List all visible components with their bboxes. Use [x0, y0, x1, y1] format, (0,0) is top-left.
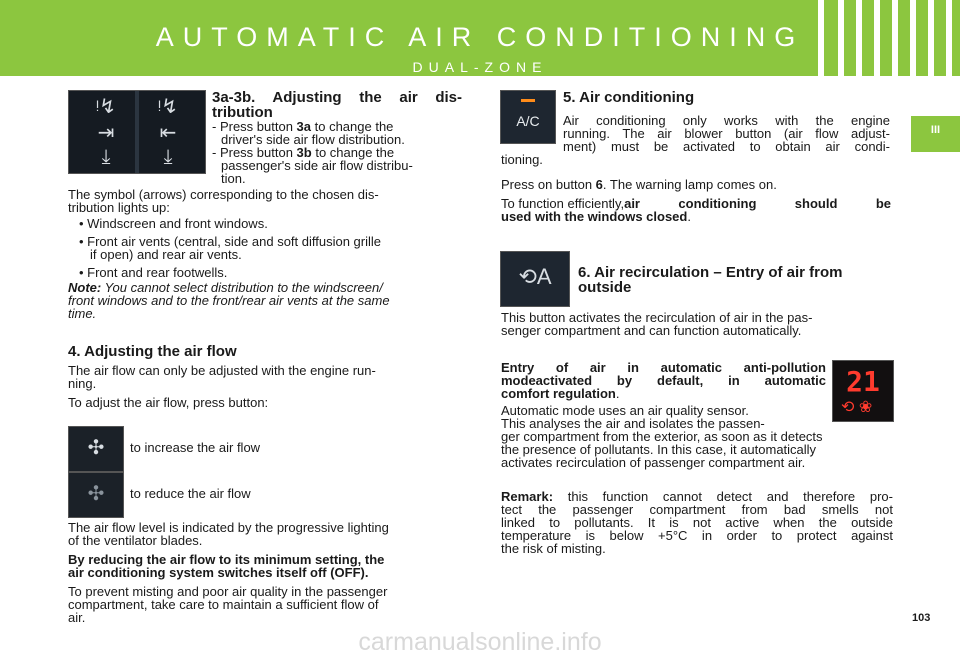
ac-button[interactable]: [500, 90, 556, 144]
section-5-heading: 5. Air conditioning: [563, 89, 695, 106]
vent-icon: ⇥: [97, 122, 115, 144]
recirculation-button[interactable]: [500, 251, 570, 307]
section-6-sensor: Automatic mode uses an air quality sensor. This analyses the air and isolates the passen- ger compartment from the exterior, as soon as it detects the presence of pollutants. In this case, it automatically activates recirculation of passenger compartment air.: [501, 403, 823, 470]
reduce-label: to reduce the air flow: [130, 486, 251, 501]
recirculation-indicator-icon: ⟲ ❀: [841, 399, 873, 416]
page-title: AUTOMATIC AIR CONDITIONING: [155, 22, 805, 52]
page-header: [0, 0, 960, 76]
section-5-text-end: tioning.: [501, 152, 543, 167]
footer-watermark[interactable]: carmanualsonline.info: [358, 628, 602, 656]
section-5-instructions: Press on button 6. The warning lamp comes on. To function efficiently, air conditioning should be used with the windows closed.: [501, 177, 891, 224]
section-3-heading: 3a-3b. Adjusting the air dis- tribution: [212, 89, 462, 121]
section-4-intro: The air flow can only be adjusted with the engine run- ning. To adjust the air flow, press button:: [68, 363, 376, 410]
warning-lamp: [521, 99, 535, 102]
fan-icon: ✣: [87, 483, 105, 505]
section-6-heading: 6. Air recirculation – Entry of air from outside: [578, 264, 843, 296]
footwell-icon: ⤓: [101, 146, 111, 168]
section-3-bullets: - Press button 3a to change the driver's side air flow distribution. - Press button 3b to change the passenger's side air flow distribu- tion.: [212, 119, 413, 186]
page-subtitle: DUAL-ZONE: [412, 59, 548, 75]
vent-icon: ⇤: [159, 122, 177, 144]
windscreen-icon: ᵎ↯: [158, 96, 178, 118]
distribution-description: The symbol (arrows) corresponding to the chosen dis- tribution lights up: • Windscreen and front windows. • Front air vents (central, side and soft diffusion grille if open) and rear air vents. • Front and rear footwells. Note: You cannot select distribution to the windscreen/ front windows and to the front/rear air vents at the same time.: [68, 187, 390, 321]
section-6-default-mode: Entry of air in automatic anti-pollution modeactivated by default, in automatic comfort regulation.: [501, 360, 826, 401]
section-6-remark: Remark: this function cannot detect and therefore pro- tect the passenger compartment from bad smells not linked to pollutants. It is not active when the outside temperature is below +5°C in order to protect against the risk of misting.: [501, 489, 893, 556]
section-5-text: Air conditioning only works with the engine running. The air blower button (air flow adjust- ment) must be activated to obtain air condi-: [563, 113, 890, 154]
ac-button-label: A/C: [516, 113, 540, 129]
section-6-intro: This button activates the recirculation of air in the pas- senger compartment and can function automatically.: [501, 310, 813, 338]
increase-label: to increase the air flow: [130, 440, 261, 455]
section-4-details: The air flow level is indicated by the progressive lighting of the ventilator blades. By reducing the air flow to its minimum setting, the air conditioning system switches itself off (OFF). To prevent misting and poor air quality in the passenger compartment, take care to maintain a sufficient flow of air.: [68, 520, 389, 625]
windscreen-icon: ᵎ↯: [96, 96, 116, 118]
footwell-icon: ⤓: [163, 146, 173, 168]
increase-airflow-button[interactable]: [68, 426, 124, 472]
section-tab[interactable]: III: [911, 116, 960, 152]
distribution-buttons-image: [68, 90, 206, 174]
fan-icon: ✣: [87, 437, 105, 459]
section-4-heading: 4. Adjusting the air flow: [68, 343, 237, 360]
temperature-value: 21: [846, 365, 880, 398]
recirculation-icon: ⟲A: [518, 264, 552, 289]
reduce-airflow-button[interactable]: [68, 472, 124, 518]
page-number: 103: [912, 612, 931, 624]
